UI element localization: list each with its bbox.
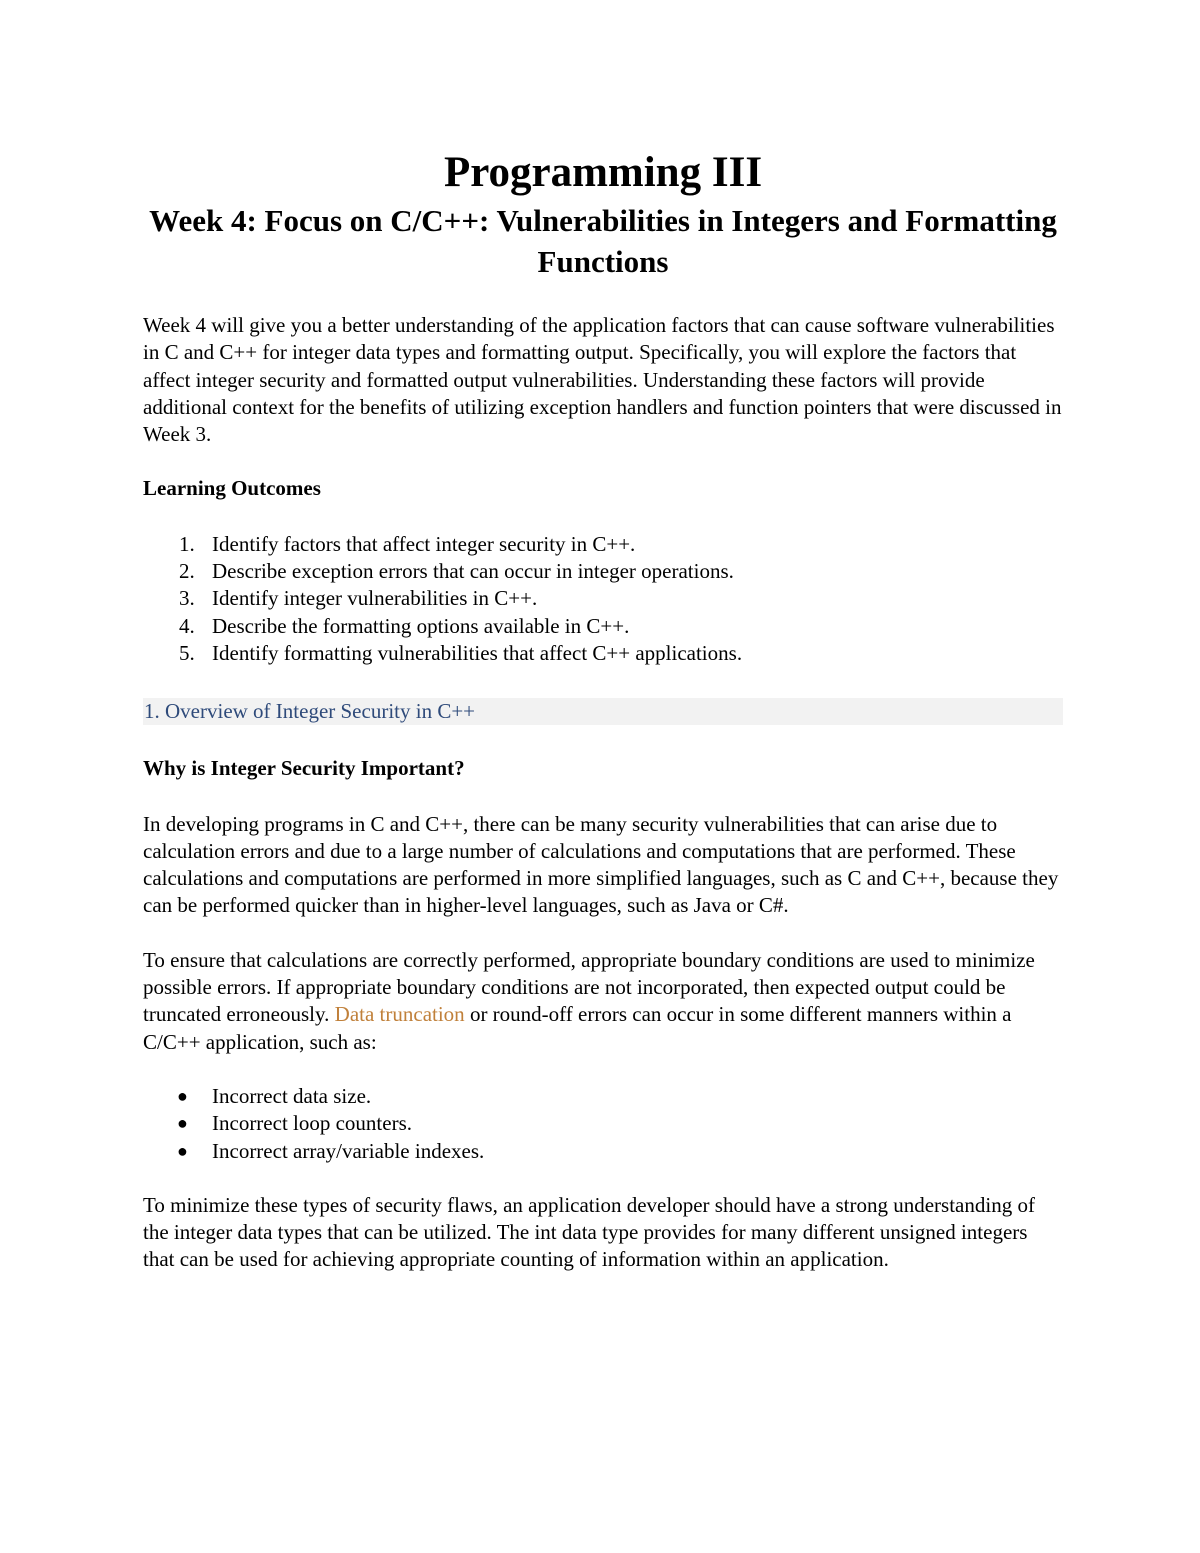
list-item-text: Describe exception errors that can occur in integer operations.: [212, 559, 734, 584]
list-item-text: Incorrect array/variable indexes.: [212, 1138, 485, 1163]
list-item-number: 4.: [179, 613, 195, 638]
paragraph-text-before-link: To ensure that calculations are correctly performed, appropriate boundary conditions are used to minimize possible errors. If appropriate boundary conditions are not incorporated, then expected output could be truncated erroneously.: [143, 947, 1035, 1027]
bullet-dot-icon: ●: [177, 1140, 188, 1161]
list-item: [143, 640, 1063, 667]
intro-paragraph: Week 4 will give you a better understanding of the application factors that can cause software vulnerabilities in C and C++ for integer data types and formatting output. Specifically, you will explore the factors that affect integer security and formatted output vulnerabilities. Understanding these factors will provide additional context for the benefits of utilizing exception handlers and function pointers that were discussed in Week 3.: [143, 313, 1062, 447]
list-item-number: 5.: [179, 640, 195, 665]
calculation-errors-paragraph: In developing programs in C and C++, there can be many security vulnerabilities that can arise due to calculation errors and due to a large number of calculations and computations that are performed. These calculations and computations are performed in more simplified languages, such as C and C++, because they can be performed quicker than in higher-level languages, such as Java or C#.: [143, 811, 1059, 918]
data-truncation-link[interactable]: Data truncation: [334, 1002, 465, 1027]
list-item: [143, 558, 1063, 585]
document-content: [143, 148, 1063, 1274]
list-item-number: 2.: [179, 559, 195, 584]
list-item-text: Incorrect data size.: [212, 1083, 372, 1108]
list-item: [143, 531, 1063, 558]
list-item-text: Identify integer vulnerabilities in C++.: [212, 586, 538, 611]
bullet-dot-icon: ●: [177, 1085, 188, 1106]
why-integer-security-heading: Why is Integer Security Important?: [143, 756, 465, 781]
list-item: [143, 1138, 1063, 1165]
list-item: [143, 613, 1063, 640]
bullet-dot-icon: ●: [177, 1113, 188, 1134]
page-subtitle: Week 4: Focus on C/C++: Vulnerabilities in Integers and Formatting Functions: [149, 203, 1057, 279]
list-item-text: Incorrect loop counters.: [212, 1111, 413, 1136]
learning-outcomes-heading: Learning Outcomes: [143, 476, 321, 501]
boundary-conditions-paragraph: [143, 947, 1063, 1056]
integer-types-paragraph: To minimize these types of security flaws, an application developer should have a strong understanding of the integer data types that can be utilized. The int data type provides for many different unsigned integers that can be used for achieving appropriate counting of information within an application.: [143, 1192, 1035, 1272]
list-item: [143, 1110, 1063, 1137]
section-heading-integer-security: 1. Overview of Integer Security in C++: [143, 698, 1063, 725]
list-item: [143, 1083, 1063, 1110]
list-item: [143, 585, 1063, 612]
learning-outcomes-list: [143, 531, 1063, 667]
truncation-causes-list: [143, 1083, 1063, 1165]
list-item-text: Describe the formatting options available in C++.: [212, 613, 630, 638]
page-title: Programming III: [443, 149, 763, 196]
paragraph-text-after-link: or round-off errors can occur in some different manners within a C/C++ application, such as:: [143, 1002, 1012, 1054]
list-item-number: 1.: [179, 531, 195, 556]
list-item-text: Identify factors that affect integer security in C++.: [212, 531, 636, 556]
list-item-text: Identify formatting vulnerabilities that affect C++ applications.: [212, 640, 743, 665]
list-item-number: 3.: [179, 586, 195, 611]
